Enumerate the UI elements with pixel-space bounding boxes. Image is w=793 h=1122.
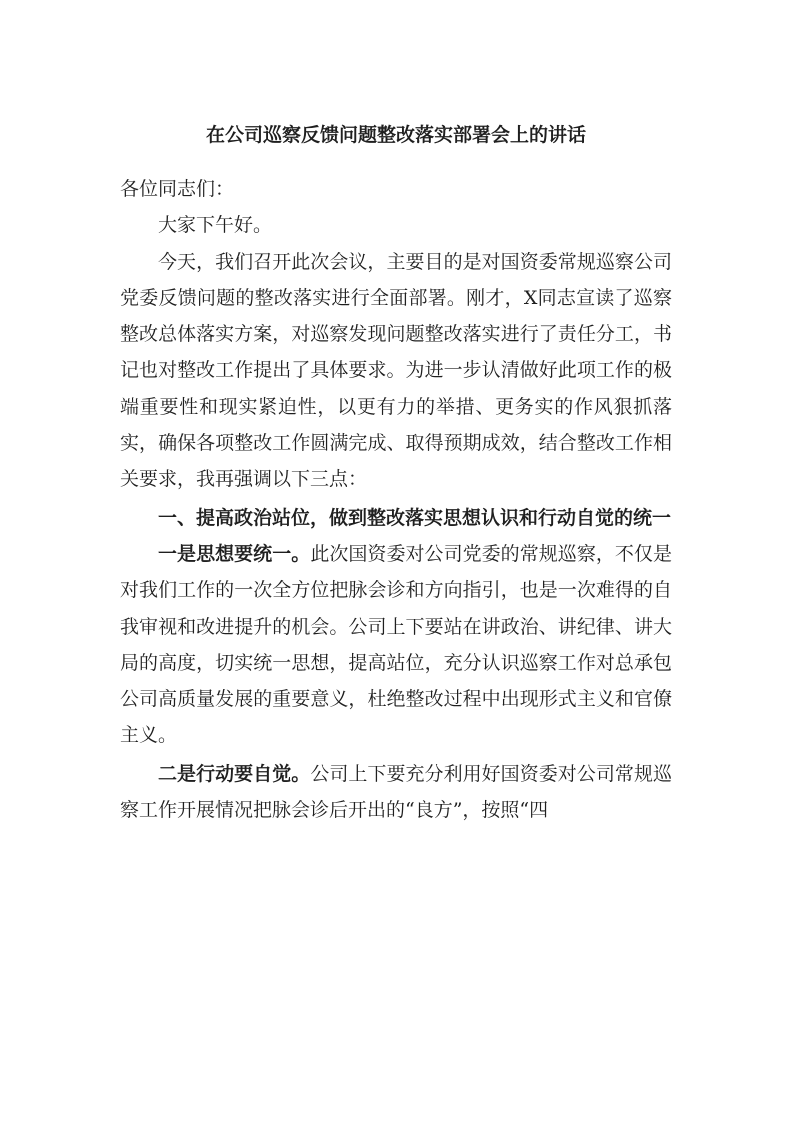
section-heading-1: 一、提高政治站位，做到整改落实思想认识和行动自觉的统一 bbox=[158, 506, 672, 529]
document-title: 在公司巡察反馈问题整改落实部署会上的讲话 bbox=[205, 124, 586, 146]
greeting-paragraph: 大家下午好。 bbox=[158, 214, 273, 237]
point-two-paragraph bbox=[120, 756, 672, 829]
point-one-label: 一是思想要统一。 bbox=[158, 542, 311, 565]
salutation: 各位同志们： bbox=[120, 178, 235, 200]
document-body bbox=[120, 171, 672, 828]
point-one-text: 此次国资委对公司党委的常规巡察，不仅是对我们工作的一次全方位把脉会诊和方向指引，也是一次难得的自我审视和改进提升的机会。公司上下要站在讲政治、讲纪律、讲大局的高度，切实统一思想，提高站位，充分认识巡察工作对总承包公司高质量发展的重要意义，杜绝整改过程中出现形式主义和官僚主义。 bbox=[120, 542, 672, 747]
point-two-label: 二是行动要自觉。 bbox=[158, 762, 311, 785]
point-two-text: 公司上下要充分利用好国资委对公司常规巡察工作开展情况把脉会诊后开出的“良方”，按照“四 bbox=[120, 762, 672, 822]
intro-paragraph: 今天，我们召开此次会议，主要目的是对国资委常规巡察公司党委反馈问题的整改落实进行全面部署。刚才，X同志宣读了巡察整改总体落实方案，对巡察发现问题整改落实进行了责任分工，书记也对整改工作提出了具体要求。为进一步认清做好此项工作的极端重要性和现实紧迫性，以更有力的举措、更务实的作风狠抓落实，确保各项整改工作圆满完成、取得预期成效，结合整改工作相关要求，我再强调以下三点： bbox=[120, 250, 672, 491]
point-one-paragraph bbox=[120, 536, 672, 754]
